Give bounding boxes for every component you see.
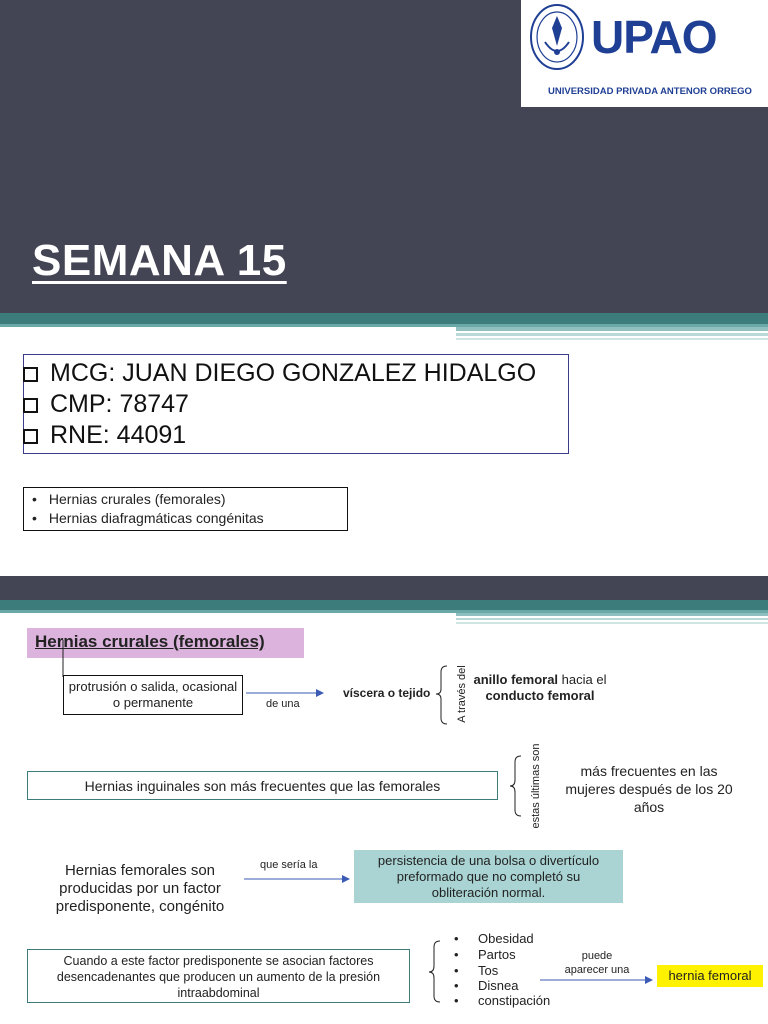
- factor-list: [478, 930, 551, 1010]
- arrow-label: puede aparecer una: [564, 950, 630, 976]
- cause-text: Hernias femorales son producidas por un factor predisponente, congénito: [55, 862, 225, 915]
- list-item: • Tos: [478, 963, 498, 978]
- logo-subtitle: UNIVERSIDAD PRIVADA ANTENOR ORREGO: [548, 86, 752, 97]
- comparison-box: Hernias inguinales son más frecuentes que las femorales: [27, 771, 498, 800]
- result-text: más frecuentes en las mujeres después de los 20 años: [565, 763, 733, 815]
- list-item: • Disnea: [478, 978, 518, 993]
- topic-item: • Hernias diafragmáticas congénitas: [32, 510, 264, 526]
- brace-label: A través del: [456, 665, 468, 723]
- explanation-box: persistencia de una bolsa o divertículo preformado que no completó su obliteración normal.: [354, 850, 623, 903]
- definition-box: protrusión o salida, ocasional o permanente: [63, 675, 243, 715]
- list-item: • Obesidad: [478, 931, 534, 946]
- logo-wordmark: UPAO: [591, 11, 717, 63]
- brace-label: estas últimas son: [530, 743, 542, 829]
- result-text: anillo femoral hacia el conducto femoral: [473, 672, 607, 703]
- list-item: • constipación: [478, 993, 550, 1008]
- slide-title: SEMANA 15: [32, 236, 287, 285]
- slide-2-title: Hernias crurales (femorales): [27, 628, 304, 658]
- info-line: MCG: JUAN DIEGO GONZALEZ HIDALGO: [23, 359, 536, 388]
- list-item: • Partos: [478, 947, 516, 962]
- info-line: CMP: 78747: [23, 390, 189, 419]
- arrow-label: de una: [266, 698, 300, 710]
- info-line: RNE: 44091: [23, 421, 186, 450]
- topic-item: • Hernias crurales (femorales): [32, 491, 226, 507]
- arrow-label: que sería la: [260, 859, 318, 871]
- trigger-box: Cuando a este factor predisponente se asocian factores desencadenantes que producen un aumento de la presión intraabdominal: [27, 949, 410, 1003]
- hernia-highlight: hernia femoral: [657, 965, 763, 987]
- target-text: víscera o tejido: [343, 686, 431, 700]
